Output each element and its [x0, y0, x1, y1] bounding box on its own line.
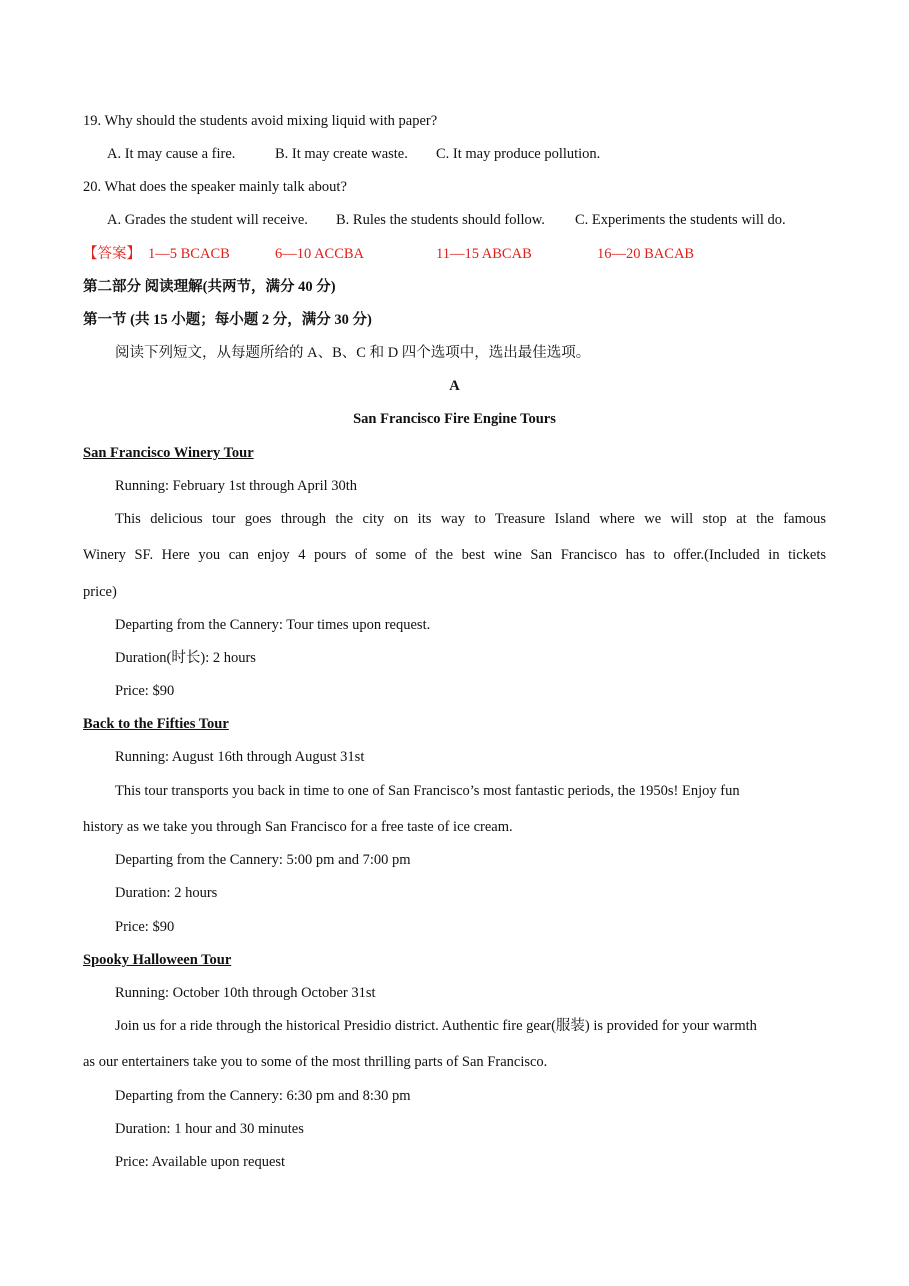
tour1-departing: Departing from the Cannery: Tour times upon request. — [115, 617, 431, 633]
answer-group-4: 16—20 BACAB — [597, 246, 695, 262]
q20-option-a: A. Grades the student will receive. — [107, 212, 308, 228]
q20-option-c: C. Experiments the students will do. — [575, 212, 786, 228]
answer-label: 【答案】 — [83, 246, 141, 262]
q19-option-a: A. It may cause a fire. — [107, 146, 236, 162]
q19-option-c: C. It may produce pollution. — [436, 146, 601, 162]
tour1-name: San Francisco Winery Tour — [83, 445, 254, 461]
question-19: 19. Why should the students avoid mixing liquid with paper? — [83, 113, 438, 129]
tour3-description-line1: Join us for a ride through the historical Presidio district. Authentic fire gear(服装) is provided for your warmth — [115, 1018, 757, 1034]
tour3-running: Running: October 10th through October 31st — [115, 985, 376, 1001]
q20-option-b: B. Rules the students should follow. — [336, 212, 545, 228]
tour1-description-line1: This delicious tour goes through the city on its way to Treasure Island where we will stop at the famous — [115, 511, 826, 527]
tour1-description-line3: price) — [83, 584, 117, 600]
tour3-departing: Departing from the Cannery: 6:30 pm and 8:30 pm — [115, 1088, 411, 1104]
tour2-description-line2: history as we take you through San Francisco for a free taste of ice cream. — [83, 819, 513, 835]
answer-group-3: 11—15 ABCAB — [436, 246, 532, 262]
answer-group-1: 1—5 BCACB — [148, 246, 230, 262]
tour3-price: Price: Available upon request — [115, 1154, 286, 1170]
tour2-name: Back to the Fifties Tour — [83, 716, 229, 732]
reading-instruction: 阅读下列短文，从每题所给的 A、B、C 和 D 四个选项中，选出最佳选项。 — [115, 345, 591, 361]
tour1-running: Running: February 1st through April 30th — [115, 478, 358, 494]
tour2-duration: Duration: 2 hours — [115, 885, 218, 901]
tour1-duration: Duration(时长): 2 hours — [115, 650, 256, 666]
passage-letter: A — [449, 378, 460, 394]
part2-title: 第二部分 阅读理解(共两节，满分 40 分) — [83, 279, 336, 295]
tour2-running: Running: August 16th through August 31st — [115, 749, 365, 765]
answer-group-2: 6—10 ACCBA — [275, 246, 365, 262]
tour3-duration: Duration: 1 hour and 30 minutes — [115, 1121, 304, 1137]
tour2-description-line1: This tour transports you back in time to one of San Francisco’s most fantastic periods, the 1950s! Enjoy fun — [115, 783, 740, 799]
tour2-price: Price: $90 — [115, 919, 175, 935]
tour3-description-line2: as our entertainers take you to some of the most thrilling parts of San Francisco. — [83, 1054, 548, 1070]
q19-option-b: B. It may create waste. — [275, 146, 408, 162]
tour2-departing: Departing from the Cannery: 5:00 pm and 7:00 pm — [115, 852, 411, 868]
tour1-description-line2: Winery SF. Here you can enjoy 4 pours of some of the best wine San Francisco has to offer.(Included in tickets — [83, 547, 826, 563]
question-20: 20. What does the speaker mainly talk about? — [83, 179, 347, 195]
section1-title: 第一节 (共 15 小题；每小题 2 分，满分 30 分) — [83, 312, 372, 328]
tour1-price: Price: $90 — [115, 683, 175, 699]
passage-title: San Francisco Fire Engine Tours — [353, 411, 556, 427]
tour3-name: Spooky Halloween Tour — [83, 952, 232, 968]
